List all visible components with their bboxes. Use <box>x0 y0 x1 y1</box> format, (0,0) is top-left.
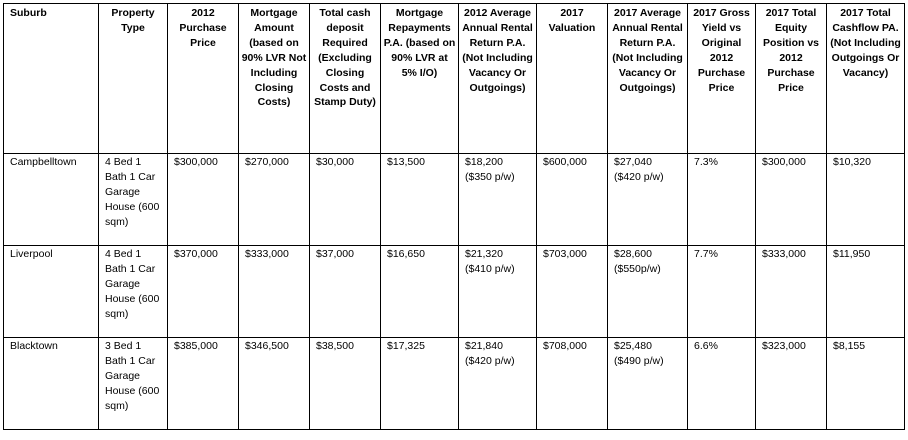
header-cashflow: 2017 Total Cashflow PA. (Not Including Outgoings Or Vacancy) <box>827 4 905 154</box>
rent-2017-weekly: ($490 p/w) <box>614 354 664 367</box>
property-type-cell: 4 Bed 1 Bath 1 Car Garage House (600 sqm) <box>99 154 168 246</box>
repayments-cell: $17,325 <box>381 338 459 430</box>
purchase-price-cell: $300,000 <box>168 154 239 246</box>
repayments-cell: $13,500 <box>381 154 459 246</box>
suburb-cell: Liverpool <box>4 246 99 338</box>
rent-2017-annual: $25,480 <box>614 340 652 352</box>
table-row <box>4 338 905 430</box>
cash-deposit-cell: $37,000 <box>310 246 381 338</box>
rent-2012-cell <box>459 246 537 338</box>
cashflow-cell: $8,155 <box>827 338 905 430</box>
header-purchase-price: 2012 Purchase Price <box>168 4 239 154</box>
header-property-type: Property Type <box>99 4 168 154</box>
equity-cell: $300,000 <box>756 154 827 246</box>
valuation-2017-cell: $703,000 <box>537 246 608 338</box>
rent-2012-cell <box>459 338 537 430</box>
rent-2017-weekly: ($550p/w) <box>614 262 661 275</box>
header-rent-2012: 2012 Average Annual Rental Return P.A. (Not Including Vacancy Or Outgoings) <box>459 4 537 154</box>
rent-2017-annual: $28,600 <box>614 248 652 260</box>
header-rent-2017: 2017 Average Annual Rental Return P.A. (Not Including Vacancy Or Outgoings) <box>608 4 688 154</box>
gross-yield-cell: 6.6% <box>688 338 756 430</box>
repayments-cell: $16,650 <box>381 246 459 338</box>
purchase-price-cell: $370,000 <box>168 246 239 338</box>
header-suburb: Suburb <box>4 4 99 154</box>
table-row <box>4 154 905 246</box>
valuation-2017-cell: $600,000 <box>537 154 608 246</box>
rent-2012-weekly: ($410 p/w) <box>465 262 515 275</box>
cashflow-cell: $11,950 <box>827 246 905 338</box>
rent-2017-weekly: ($420 p/w) <box>614 170 664 183</box>
property-comparison-table <box>3 3 905 430</box>
gross-yield-cell: 7.7% <box>688 246 756 338</box>
mortgage-amount-cell: $270,000 <box>239 154 310 246</box>
header-valuation-2017: 2017 Valuation <box>537 4 608 154</box>
gross-yield-cell: 7.3% <box>688 154 756 246</box>
header-gross-yield: 2017 Gross Yield vs Original 2012 Purchase Price <box>688 4 756 154</box>
cashflow-cell: $10,320 <box>827 154 905 246</box>
suburb-cell: Blacktown <box>4 338 99 430</box>
header-repayments: Mortgage Repayments P.A. (based on 90% LVR at 5% I/O) <box>381 4 459 154</box>
mortgage-amount-cell: $346,500 <box>239 338 310 430</box>
table-row <box>4 246 905 338</box>
header-mortgage-amount: Mortgage Amount (based on 90% LVR Not Including Closing Costs) <box>239 4 310 154</box>
rent-2017-annual: $27,040 <box>614 156 652 168</box>
purchase-price-cell: $385,000 <box>168 338 239 430</box>
cash-deposit-cell: $38,500 <box>310 338 381 430</box>
rent-2017-cell <box>608 246 688 338</box>
rent-2012-annual: $21,320 <box>465 248 503 260</box>
header-row <box>4 4 905 154</box>
rent-2017-cell <box>608 338 688 430</box>
equity-cell: $323,000 <box>756 338 827 430</box>
rent-2012-cell <box>459 154 537 246</box>
header-cash-deposit: Total cash deposit Required (Excluding Closing Costs and Stamp Duty) <box>310 4 381 154</box>
rent-2012-annual: $21,840 <box>465 340 503 352</box>
mortgage-amount-cell: $333,000 <box>239 246 310 338</box>
valuation-2017-cell: $708,000 <box>537 338 608 430</box>
property-type-cell: 4 Bed 1 Bath 1 Car Garage House (600 sqm) <box>99 246 168 338</box>
property-type-cell: 3 Bed 1 Bath 1 Car Garage House (600 sqm) <box>99 338 168 430</box>
rent-2017-cell <box>608 154 688 246</box>
rent-2012-weekly: ($420 p/w) <box>465 354 515 367</box>
cash-deposit-cell: $30,000 <box>310 154 381 246</box>
rent-2012-weekly: ($350 p/w) <box>465 170 515 183</box>
suburb-cell: Campbelltown <box>4 154 99 246</box>
header-equity: 2017 Total Equity Position vs 2012 Purchase Price <box>756 4 827 154</box>
rent-2012-annual: $18,200 <box>465 156 503 168</box>
equity-cell: $333,000 <box>756 246 827 338</box>
